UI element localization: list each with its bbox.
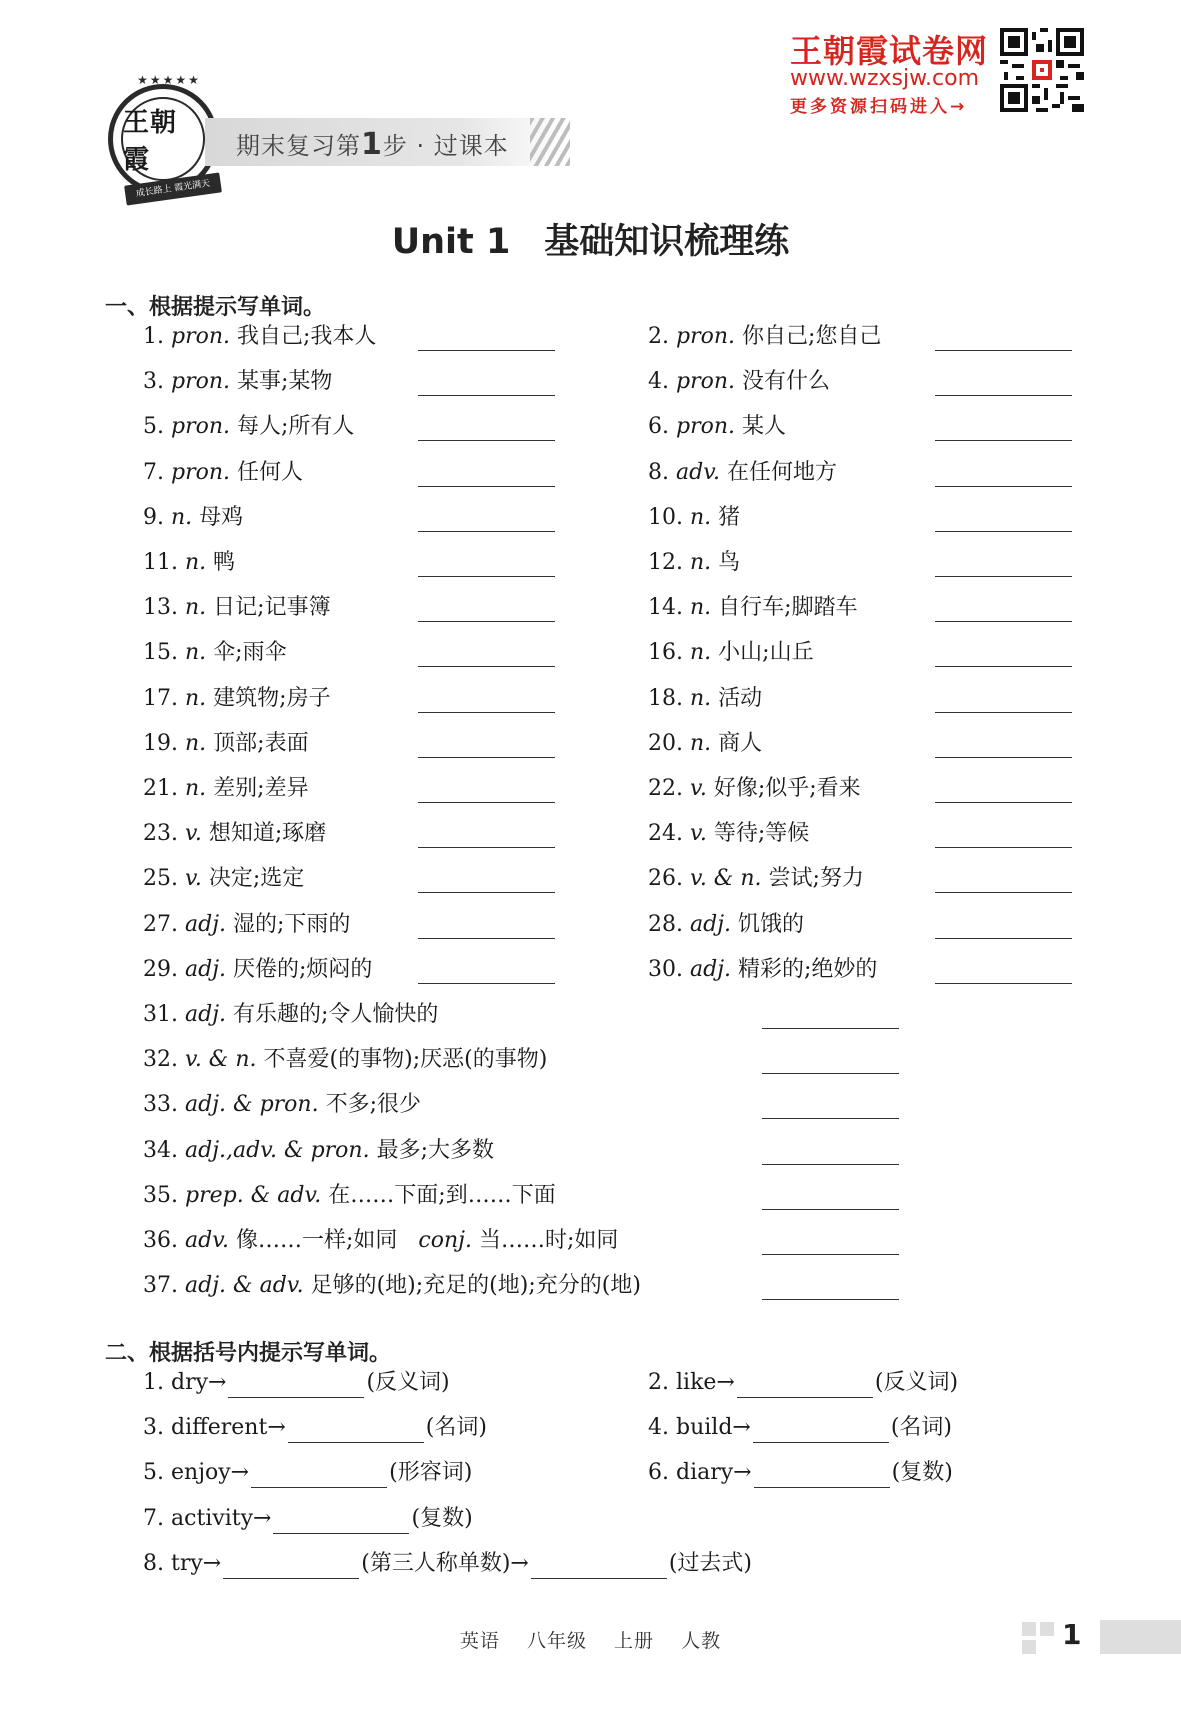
answer-blank[interactable] [762, 1118, 899, 1119]
qr-code-icon[interactable] [1000, 28, 1084, 112]
word-item [143, 955, 372, 985]
item-number: 30. [648, 956, 683, 982]
item-number: 18. [648, 685, 683, 711]
item-meaning: 决定;选定 [208, 866, 305, 892]
brand-logo [108, 73, 218, 200]
word-item [143, 1226, 618, 1256]
word-item [648, 322, 881, 352]
word-item [648, 910, 804, 940]
item-meaning: 任何人 [237, 459, 304, 485]
part-of-speech: pron. [676, 324, 736, 349]
brand-name: 王朝霞试卷网 [790, 32, 989, 70]
item-meaning: 某人 [742, 414, 787, 440]
answer-blank[interactable] [223, 1554, 359, 1579]
answer-blank[interactable] [935, 712, 1072, 713]
item-number: 11. [143, 550, 178, 575]
part-of-speech: prep. & adv. [185, 1182, 322, 1208]
item-meaning: 自行车;脚踏车 [718, 595, 858, 621]
item-meaning: 在任何地方 [727, 459, 838, 485]
section-2-heading: 二、根据括号内提示写单词。 [105, 1341, 392, 1366]
item-number: 34. [143, 1137, 178, 1163]
hint: (形容词) [389, 1460, 473, 1486]
item-number: 17. [143, 685, 178, 711]
word-item [648, 593, 858, 623]
banner-stripes [530, 118, 570, 166]
item-number: 4. [648, 1415, 669, 1441]
answer-blank[interactable] [935, 983, 1072, 984]
word-item [648, 412, 786, 442]
answer-blank[interactable] [935, 576, 1072, 577]
answer-blank[interactable] [935, 621, 1072, 622]
item-meaning: 好像;似乎;看来 [713, 776, 861, 801]
item-number: 7. [143, 1505, 164, 1531]
word-item [648, 684, 762, 714]
answer-blank[interactable] [737, 1373, 873, 1398]
footer-term: 上册 [614, 1630, 655, 1652]
base-word: try→ [171, 1550, 222, 1576]
answer-blank[interactable] [418, 666, 555, 667]
answer-blank[interactable] [418, 531, 555, 532]
item-number: 26. [648, 866, 683, 892]
word-item [648, 638, 814, 668]
base-word: enjoy→ [171, 1460, 250, 1486]
item-number: 23. [143, 821, 178, 847]
word-item [648, 367, 830, 397]
word-form-item [648, 1458, 953, 1488]
item-meaning: 鸭 [213, 550, 236, 575]
item-meaning: 活动 [718, 685, 763, 711]
base-word: like→ [676, 1370, 735, 1395]
brand-url[interactable]: www.wzxsjw.com [790, 66, 980, 91]
answer-blank[interactable] [935, 892, 1072, 893]
page-title [0, 214, 1181, 264]
part-of-speech: n. [185, 730, 207, 756]
item-meaning: 每人;所有人 [237, 414, 355, 440]
item-number: 14. [648, 595, 683, 621]
page-decoration [1022, 1622, 1036, 1636]
word-item [143, 910, 350, 940]
word-item [143, 412, 354, 442]
item-number: 15. [143, 640, 178, 666]
part-of-speech: adj. [690, 911, 732, 937]
word-form-item [648, 1368, 958, 1398]
answer-blank[interactable] [273, 1509, 409, 1534]
item-number: 6. [648, 414, 669, 440]
word-item [143, 1000, 438, 1030]
banner-step: 1 [361, 127, 383, 162]
item-number: 27. [143, 911, 178, 937]
word-item [143, 548, 235, 578]
answer-blank[interactable] [753, 1418, 889, 1443]
answer-blank[interactable] [935, 350, 1072, 351]
answer-blank[interactable] [935, 395, 1072, 396]
part-of-speech: v. [690, 821, 707, 847]
item-number: 10. [648, 504, 683, 530]
answer-blank[interactable] [418, 757, 555, 758]
footer-grade: 八年级 [526, 1630, 587, 1652]
part-of-speech: v. [185, 821, 202, 847]
word-item [143, 503, 243, 533]
logo-seal [121, 97, 205, 181]
answer-blank[interactable] [418, 621, 555, 622]
answer-blank[interactable] [418, 892, 555, 893]
answer-blank[interactable] [418, 983, 555, 984]
title-subtitle: 基础知识梳理练 [544, 222, 790, 262]
hint: (第三人称单数)→ [361, 1550, 529, 1576]
item-meaning: 尝试;努力 [768, 866, 864, 892]
part-of-speech: adv. [676, 459, 721, 485]
item-number: 1. [143, 324, 164, 349]
item-meaning: 厌倦的;烦闷的 [233, 956, 373, 982]
answer-blank[interactable] [762, 1299, 899, 1300]
word-item [143, 864, 304, 894]
item-number: 13. [143, 595, 178, 621]
part-of-speech: adj. & pron. [185, 1092, 319, 1118]
hint: (复数) [411, 1505, 473, 1531]
answer-blank[interactable] [418, 350, 555, 351]
word-item [143, 1045, 547, 1075]
answer-blank[interactable] [935, 440, 1072, 441]
item-meaning: 伞;雨伞 [213, 640, 287, 666]
item-meaning: 你自己;您自己 [742, 324, 882, 349]
answer-blank[interactable] [228, 1373, 364, 1398]
base-word: dry→ [171, 1370, 227, 1395]
part-of-speech: n. [185, 595, 207, 621]
item-meaning: 猪 [718, 504, 741, 530]
answer-blank[interactable] [935, 666, 1072, 667]
item-number: 35. [143, 1182, 178, 1208]
answer-blank[interactable] [418, 712, 555, 713]
item-number: 31. [143, 1002, 178, 1027]
item-number: 20. [648, 730, 683, 756]
part-of-speech: n. [690, 550, 712, 575]
unit-label: Unit 1 [391, 222, 511, 262]
part-of-speech: n. [185, 640, 207, 666]
part-of-speech: v. & n. [690, 866, 762, 892]
item-number: 28. [648, 911, 683, 937]
answer-blank[interactable] [935, 486, 1072, 487]
item-meaning: 鸟 [718, 550, 741, 575]
word-item [143, 1181, 556, 1211]
item-number: 24. [648, 821, 683, 847]
item-meaning: 某事;某物 [237, 369, 333, 395]
part-of-speech: n. [171, 504, 193, 530]
item-meaning: 像……一样;如同 [236, 1228, 398, 1253]
answer-blank[interactable] [418, 486, 555, 487]
answer-blank[interactable] [288, 1418, 424, 1443]
part-of-speech: adj. [185, 911, 227, 937]
stars-decoration: ★★★★★ [137, 73, 201, 87]
item-meaning: 差别;差异 [213, 776, 309, 801]
answer-blank[interactable] [935, 847, 1072, 848]
part-of-speech: adj. & adv. [185, 1273, 304, 1299]
base-word: diary→ [676, 1460, 752, 1486]
item-number: 9. [143, 504, 164, 530]
hint: (复数) [891, 1460, 953, 1486]
item-meaning: 日记;记事簿 [213, 595, 331, 621]
item-number: 3. [143, 369, 164, 395]
answer-blank[interactable] [762, 1164, 899, 1165]
part-of-speech: n. [185, 685, 207, 711]
answer-blank[interactable] [418, 938, 555, 939]
part-of-speech: n. [690, 730, 712, 756]
answer-blank[interactable] [935, 757, 1072, 758]
item-number: 12. [648, 550, 683, 575]
word-item [648, 864, 864, 894]
item-meaning: 足够的(地);充足的(地);充分的(地) [310, 1273, 641, 1299]
word-item [143, 1136, 494, 1166]
item-meaning: 饥饿的 [738, 911, 805, 937]
base-word: activity→ [171, 1505, 272, 1531]
item-number: 21. [143, 776, 178, 801]
word-form-item [648, 1413, 952, 1443]
part-of-speech: n. [690, 595, 712, 621]
word-item [143, 774, 309, 804]
banner-title [236, 126, 509, 162]
page-number: 1 [1062, 1618, 1082, 1651]
word-item [143, 593, 331, 623]
part-of-speech: n. [185, 776, 207, 801]
hint: (反义词) [874, 1370, 959, 1395]
part-of-speech: pron. [171, 369, 231, 395]
item-number: 2. [648, 324, 669, 349]
answer-blank[interactable] [251, 1463, 387, 1488]
brand-scan-hint: 更多资源扫码进入→ [790, 97, 968, 117]
part-of-speech: n. [690, 640, 712, 666]
part-of-speech: adj.,adv. & pron. [185, 1137, 370, 1163]
item-meaning: 顶部;表面 [213, 730, 309, 756]
part-of-speech: adv. [185, 1228, 230, 1253]
answer-blank[interactable] [762, 1254, 899, 1255]
item-meaning: 想知道;琢磨 [208, 821, 327, 847]
answer-blank[interactable] [418, 395, 555, 396]
word-form-item [143, 1549, 752, 1579]
item-meaning-extra: 当……时;如同 [478, 1228, 619, 1253]
word-item [143, 684, 331, 714]
section-1-heading: 一、根据提示写单词。 [105, 295, 326, 320]
word-item [143, 1090, 421, 1120]
item-number: 6. [648, 1460, 669, 1486]
item-meaning: 建筑物;房子 [213, 685, 331, 711]
page-decoration [1040, 1622, 1054, 1636]
word-item [648, 503, 740, 533]
part-of-speech: v. & n. [185, 1047, 257, 1073]
part-of-speech: pron. [676, 369, 736, 395]
part-of-speech: n. [690, 685, 712, 711]
part-of-speech: pron. [676, 414, 736, 440]
item-number: 25. [143, 866, 178, 892]
item-meaning: 没有什么 [742, 369, 831, 395]
hint: (过去式) [668, 1550, 753, 1576]
item-meaning: 最多;大多数 [376, 1137, 495, 1163]
item-meaning: 有乐趣的;令人愉快的 [233, 1002, 439, 1027]
word-item [648, 458, 837, 488]
answer-blank[interactable] [935, 802, 1072, 803]
part-of-speech: adj. [185, 1002, 227, 1027]
word-item [143, 458, 303, 488]
item-number: 4. [648, 369, 669, 395]
base-word: different→ [171, 1415, 286, 1441]
item-number: 22. [648, 776, 683, 801]
item-meaning: 湿的;下雨的 [233, 911, 351, 937]
word-item [143, 819, 326, 849]
answer-blank[interactable] [762, 1028, 899, 1029]
item-meaning: 等待;等候 [713, 821, 810, 847]
item-number: 8. [143, 1550, 164, 1576]
part-of-speech: n. [690, 504, 712, 530]
hint: (名词) [425, 1415, 487, 1441]
part-of-speech: pron. [171, 414, 231, 440]
word-item [143, 638, 287, 668]
item-number: 7. [143, 459, 164, 485]
item-number: 1. [143, 1370, 164, 1395]
answer-blank[interactable] [418, 440, 555, 441]
item-number: 32. [143, 1047, 178, 1073]
word-form-item [143, 1458, 472, 1488]
hint: (反义词) [366, 1370, 450, 1395]
hint: (名词) [890, 1415, 953, 1441]
footer-info [0, 1626, 1181, 1653]
item-meaning: 商人 [718, 730, 763, 756]
item-number: 37. [143, 1273, 178, 1299]
item-meaning: 小山;山丘 [718, 640, 814, 666]
answer-blank[interactable] [935, 531, 1072, 532]
item-meaning: 不多;很少 [325, 1092, 422, 1118]
page-tab [1100, 1620, 1181, 1654]
word-item [648, 955, 877, 985]
word-item [648, 548, 740, 578]
answer-blank[interactable] [418, 802, 555, 803]
word-item [143, 367, 332, 397]
answer-blank[interactable] [418, 847, 555, 848]
item-number: 36. [143, 1228, 178, 1253]
part-of-speech: pron. [171, 324, 231, 349]
word-item [143, 1271, 641, 1301]
answer-blank[interactable] [418, 576, 555, 577]
item-number: 8. [648, 459, 669, 485]
part-of-speech: v. [185, 866, 202, 892]
item-number: 5. [143, 1460, 164, 1486]
footer-subject: 英语 [459, 1630, 500, 1652]
word-item [648, 729, 762, 759]
word-form-item [143, 1413, 487, 1443]
part-of-speech: adj. [690, 956, 732, 982]
item-number: 29. [143, 956, 178, 982]
logo-text: 王朝霞 [123, 108, 178, 175]
answer-blank[interactable] [935, 938, 1072, 939]
footer-edition: 人教 [681, 1630, 722, 1652]
answer-blank[interactable] [762, 1209, 899, 1210]
word-item [648, 774, 861, 804]
part-of-speech: conj. [418, 1228, 472, 1253]
item-meaning: 精彩的;绝妙的 [738, 956, 878, 982]
logo-ribbon: 成长路上 霞光满天 [124, 172, 222, 205]
word-form-item [143, 1504, 473, 1534]
item-meaning: 在……下面;到……下面 [328, 1182, 556, 1208]
answer-blank[interactable] [754, 1463, 890, 1488]
part-of-speech: v. [690, 776, 707, 801]
word-item [143, 322, 376, 352]
word-item [143, 729, 309, 759]
part-of-speech: adj. [185, 956, 227, 982]
item-number: 33. [143, 1092, 178, 1118]
banner-suffix: 步 · 过课本 [382, 132, 509, 160]
item-meaning: 不喜爱(的事物);厌恶(的事物) [263, 1047, 548, 1073]
item-number: 19. [143, 730, 178, 756]
banner-prefix: 期末复习第 [236, 132, 361, 160]
part-of-speech: n. [185, 550, 207, 575]
page-decoration [1022, 1640, 1036, 1654]
item-number: 16. [648, 640, 683, 666]
word-item [648, 819, 809, 849]
base-word: build→ [676, 1415, 751, 1441]
item-number: 2. [648, 1370, 669, 1395]
item-meaning: 母鸡 [199, 504, 244, 530]
part-of-speech: pron. [171, 459, 231, 485]
item-meaning: 我自己;我本人 [237, 324, 377, 349]
answer-blank[interactable] [531, 1554, 667, 1579]
word-form-item [143, 1368, 450, 1398]
item-number: 5. [143, 414, 164, 440]
item-number: 3. [143, 1415, 164, 1441]
answer-blank[interactable] [762, 1073, 899, 1074]
